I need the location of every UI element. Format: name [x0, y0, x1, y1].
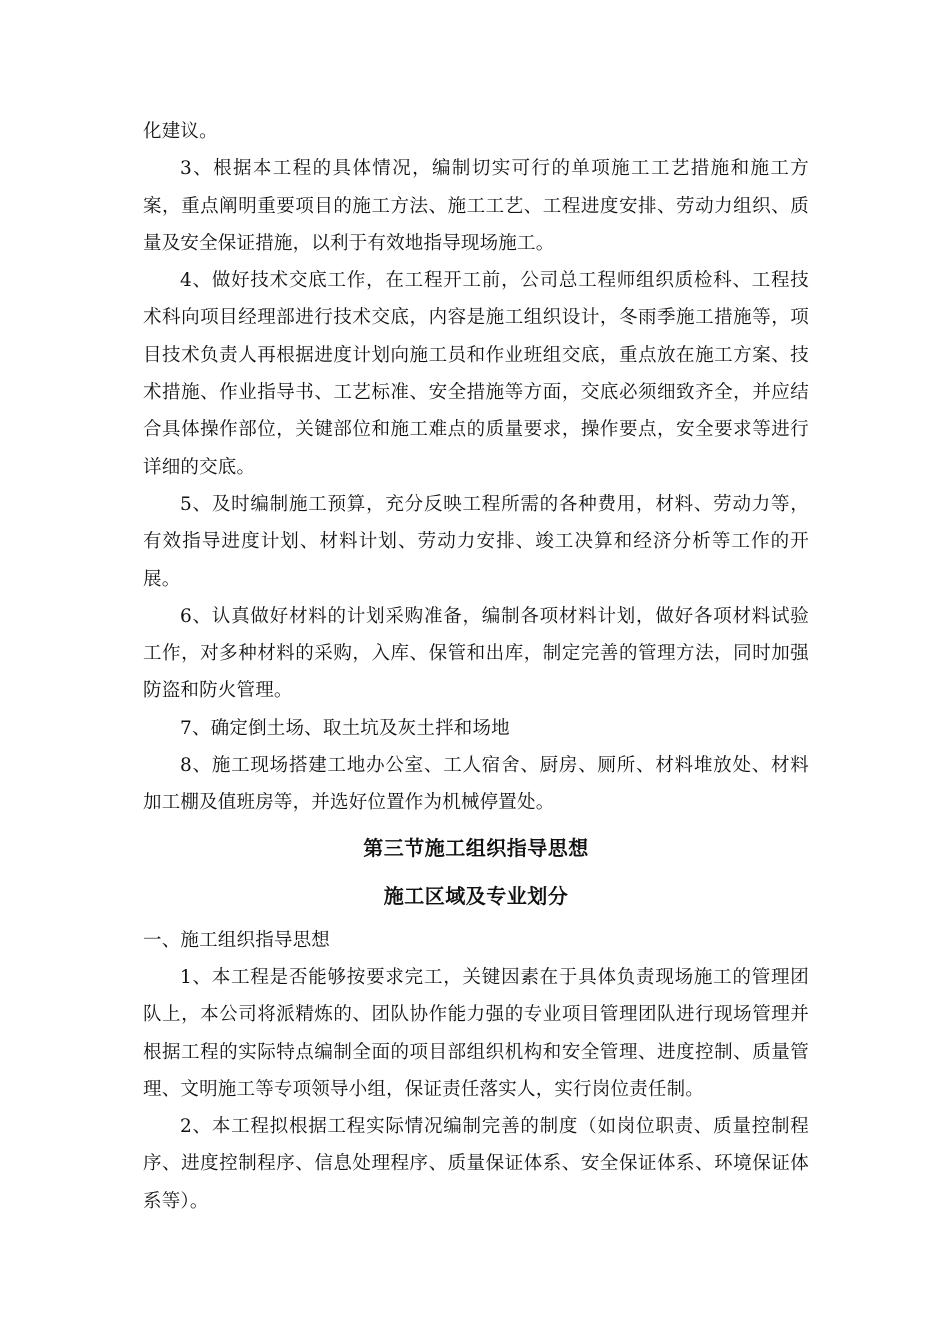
paragraph-continuation: 化建议。	[143, 121, 218, 142]
paragraph-item-6: 6、认真做好材料的计划采购准备，编制各项材料计划，做好各项材料试验工作，对多种材料的采购，入库、保管和出库，制定完善的管理方法，同时加强防盗和防火管理。	[143, 605, 809, 702]
paragraph-item-3: 3、根据本工程的具体情况，编制切实可行的单项施工工艺措施和施工方案，重点阐明重要项目的施工方法、施工工艺、工程进度安排、劳动力组织、质量及安全保证措施，以利于有效地指导现场施工。	[143, 158, 809, 254]
paragraph-guideline-1: 1、本工程是否能够按要求完工，关键因素在于具体负责现场施工的管理团队上，本公司将派精炼的、团队协作能力强的专业项目管理团队进行现场管理并根据工程的实际特点编制全面的项目部组织机构和安全管理、进度控制、质量管理、文明施工等专项领导小组，保证责任落实人，实行岗位责任制。	[143, 966, 809, 1100]
subsection-heading: 一、施工组织指导思想	[143, 929, 331, 951]
paragraph-guideline-2: 2、本工程拟根据工程实际情况编制完善的制度（如岗位职责、质量控制程序、进度控制程序、信息处理程序、质量保证体系、安全保证体系、环境保证体系等）。	[143, 1116, 809, 1212]
paragraph-item-7: 7、确定倒土场、取土坑及灰土拌和场地	[180, 717, 510, 739]
section-subtitle: 施工区域及专业划分	[383, 883, 569, 908]
paragraph-item-4: 4、做好技术交底工作，在工程开工前，公司总工程师组织质检科、工程技术科向项目经理部进行技术交底，内容是施工组织设计，冬雨季施工措施等，项目技术负责人再根据进度计划向施工员和作业班组交底，重点放在施工方案、技术措施、作业指导书、工艺标准、安全措施等方面，交底必须细致齐全，并应结合具体操作部位，关键部位和施工难点的质量要求，操作要点，安全要求等进行详细的交底。	[143, 270, 809, 478]
section-title: 第三节施工组织指导思想	[363, 835, 589, 860]
paragraph-item-8: 8、施工现场搭建工地办公室、工人宿舍、厨房、厕所、材料堆放处、材料加工棚及值班房等，并选好位置作为机械停置处。	[143, 755, 809, 814]
paragraph-item-5: 5、及时编制施工预算，充分反映工程所需的各种费用，材料、劳动力等，有效指导进度计划、材料计划、劳动力安排、竣工决算和经济分析等工作的开展。	[143, 493, 809, 590]
document-body	[143, 113, 809, 1220]
